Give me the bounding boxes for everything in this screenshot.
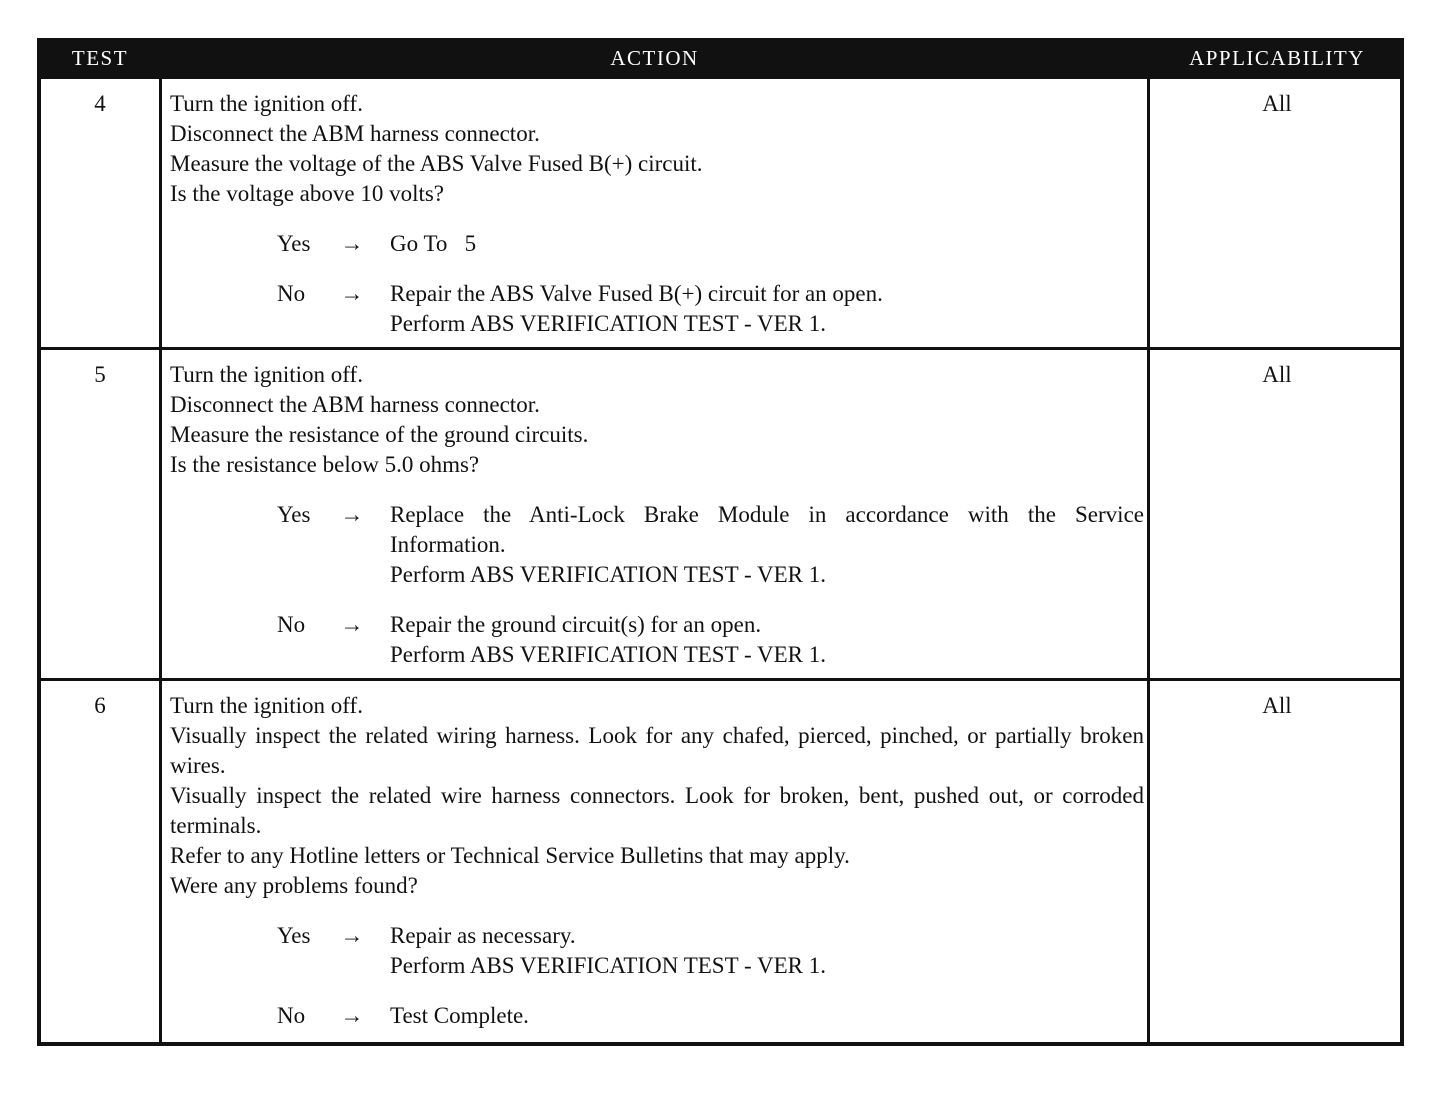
yes-label: Yes bbox=[277, 502, 311, 527]
table-row bbox=[41, 79, 1400, 347]
branch-text: Go To 5 bbox=[390, 231, 477, 256]
action-step: Were any problems found? bbox=[170, 873, 418, 898]
branch-text: Repair the ABS Valve Fused B(+) circuit for an open. bbox=[390, 281, 883, 306]
action-step: Is the voltage above 10 volts? bbox=[170, 181, 445, 206]
branch-text: Perform ABS VERIFICATION TEST - VER 1. bbox=[390, 642, 826, 667]
action-step: Turn the ignition off. bbox=[170, 362, 363, 387]
action-step: Turn the ignition off. bbox=[170, 91, 363, 116]
applicability-value: All bbox=[1262, 693, 1292, 718]
no-label: No bbox=[277, 612, 306, 637]
yes-branch bbox=[170, 921, 1144, 981]
action-cell bbox=[170, 360, 1144, 670]
test-number: 5 bbox=[94, 362, 106, 387]
yes-label: Yes bbox=[277, 923, 311, 948]
branch-text: Repair as necessary. bbox=[390, 923, 576, 948]
action-cell bbox=[170, 89, 1144, 339]
no-branch bbox=[170, 610, 1144, 670]
branch-text: Replace the Anti-Lock Brake Module in accordance with the Service Information. bbox=[390, 502, 1144, 557]
right-arrow-icon: → bbox=[340, 1003, 364, 1028]
applicability-value: All bbox=[1262, 362, 1292, 387]
table-row bbox=[41, 350, 1400, 678]
applicability-value: All bbox=[1262, 91, 1292, 116]
action-step: Disconnect the ABM harness connector. bbox=[170, 121, 540, 146]
yes-branch bbox=[170, 229, 1144, 259]
right-arrow-icon: → bbox=[340, 923, 364, 948]
table-header bbox=[41, 38, 1400, 79]
header-action: ACTION bbox=[610, 46, 699, 70]
action-step: Turn the ignition off. bbox=[170, 693, 363, 718]
branch-text: Perform ABS VERIFICATION TEST - VER 1. bbox=[390, 953, 826, 978]
branch-text: Perform ABS VERIFICATION TEST - VER 1. bbox=[390, 311, 826, 336]
action-step: Measure the voltage of the ABS Valve Fused B(+) circuit. bbox=[170, 151, 703, 176]
test-number: 6 bbox=[94, 693, 106, 718]
right-arrow-icon: → bbox=[340, 612, 364, 637]
action-cell bbox=[170, 691, 1144, 1031]
action-step: Visually inspect the related wiring harness. Look for any chafed, pierced, pinched, or partially broken wires. bbox=[170, 723, 1144, 778]
no-label: No bbox=[277, 1003, 306, 1028]
yes-branch bbox=[170, 500, 1144, 590]
diagnostic-test-table bbox=[37, 38, 1404, 1046]
right-arrow-icon: → bbox=[340, 502, 364, 527]
test-number: 4 bbox=[94, 91, 106, 116]
right-arrow-icon: → bbox=[340, 231, 364, 256]
no-label: No bbox=[277, 281, 306, 306]
branch-text: Repair the ground circuit(s) for an open. bbox=[390, 612, 762, 637]
header-applicability: APPLICABILITY bbox=[1189, 46, 1365, 70]
yes-label: Yes bbox=[277, 231, 311, 256]
branch-text: Test Complete. bbox=[390, 1003, 529, 1028]
action-step: Measure the resistance of the ground circuits. bbox=[170, 422, 589, 447]
action-step: Is the resistance below 5.0 ohms? bbox=[170, 452, 480, 477]
action-step: Disconnect the ABM harness connector. bbox=[170, 392, 540, 417]
right-arrow-icon: → bbox=[340, 281, 364, 306]
action-step: Visually inspect the related wire harness connectors. Look for broken, bent, pushed out, or corroded terminals. bbox=[170, 783, 1144, 838]
header-test: TEST bbox=[71, 46, 129, 70]
table-row bbox=[41, 681, 1400, 1042]
no-branch bbox=[170, 279, 1144, 339]
action-step: Refer to any Hotline letters or Technical Service Bulletins that may apply. bbox=[170, 843, 850, 868]
no-branch bbox=[170, 1001, 1144, 1031]
branch-text: Perform ABS VERIFICATION TEST - VER 1. bbox=[390, 562, 826, 587]
